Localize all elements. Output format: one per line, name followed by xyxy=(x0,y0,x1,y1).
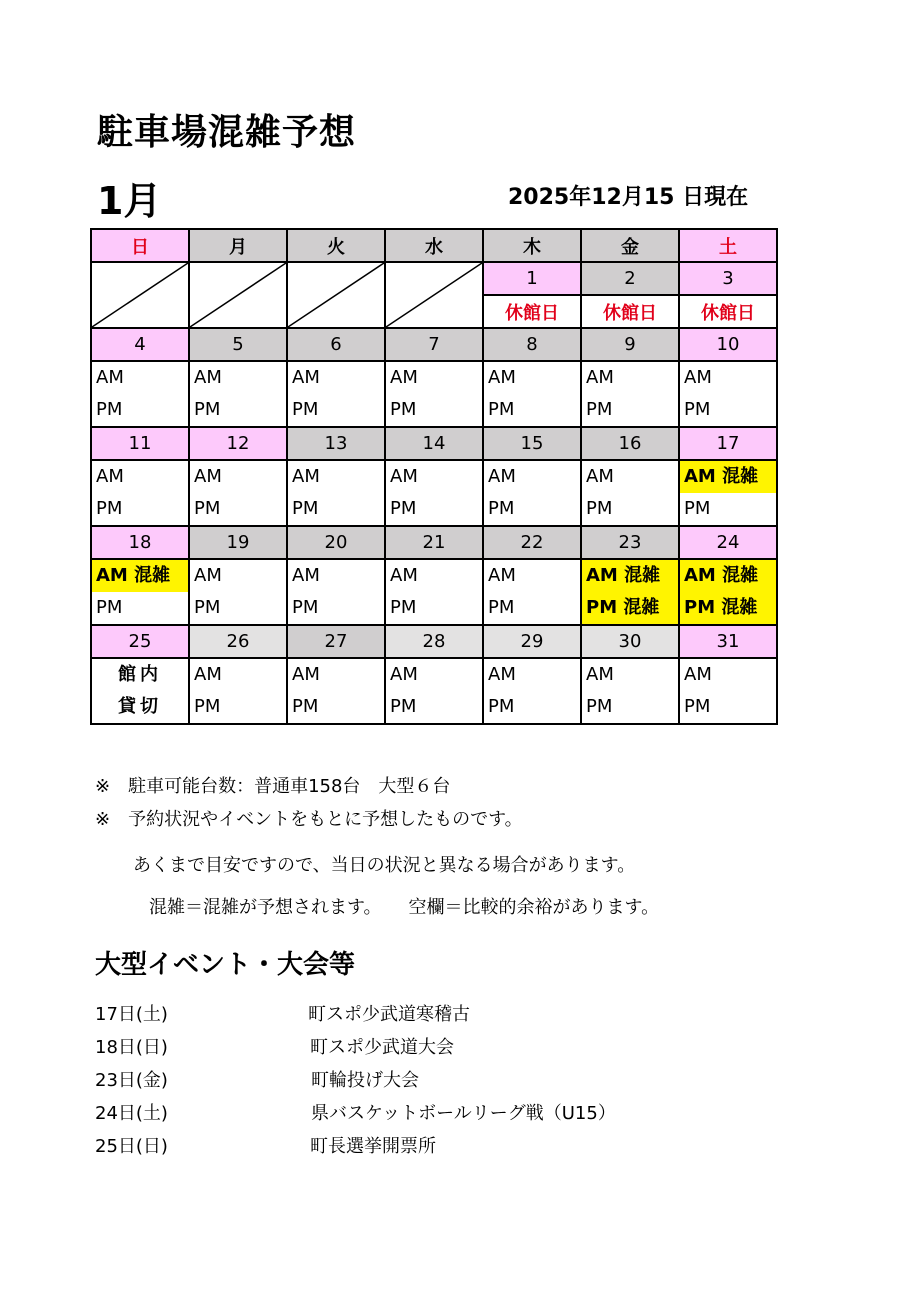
pm-slot: PM xyxy=(390,597,417,618)
day-number: 8 xyxy=(483,328,581,361)
day-number: 7 xyxy=(385,328,483,361)
note-capacity: ※ 駐車可能台数：普通車158台 大型６台 xyxy=(95,776,451,797)
empty-day-cell xyxy=(189,262,287,328)
pm-slot: PM xyxy=(390,399,417,420)
day-slots xyxy=(385,460,483,526)
day-number: 29 xyxy=(483,625,581,658)
weekday-header-row xyxy=(91,229,777,262)
am-busy-slot: AM 混雑 xyxy=(680,461,776,493)
day-slots xyxy=(581,361,679,427)
note-legend: 混雑＝混雑が予想されます。 空欄＝比較的余裕があります。 xyxy=(149,897,660,918)
day-number: 13 xyxy=(287,427,385,460)
pm-slot: PM xyxy=(684,696,711,717)
day-number: 22 xyxy=(483,526,581,559)
day-slots xyxy=(483,658,581,724)
am-slot: AM xyxy=(586,367,614,388)
am-slot: AM xyxy=(390,466,418,487)
pm-slot: PM xyxy=(194,498,221,519)
am-slot: AM xyxy=(390,565,418,586)
empty-day-cell xyxy=(385,262,483,328)
day-slots xyxy=(287,559,385,625)
weekday-sat: 土 xyxy=(679,229,777,262)
day-slots xyxy=(581,559,679,625)
pm-slot: PM xyxy=(488,597,515,618)
weekday-mon: 月 xyxy=(189,229,287,262)
day-slots xyxy=(679,460,777,526)
pm-slot: PM xyxy=(586,498,613,519)
day-slots xyxy=(189,361,287,427)
pm-slot: PM xyxy=(586,696,613,717)
day-slots xyxy=(679,361,777,427)
am-slot: AM xyxy=(292,664,320,685)
am-slot: AM xyxy=(194,664,222,685)
day-number: 30 xyxy=(581,625,679,658)
weekday-tue: 火 xyxy=(287,229,385,262)
event-date: 18日(日) xyxy=(95,1037,168,1058)
day-slots xyxy=(679,559,777,625)
pm-slot: PM xyxy=(390,696,417,717)
day-slots xyxy=(287,460,385,526)
pm-slot: PM xyxy=(292,597,319,618)
day-number: 4 xyxy=(91,328,189,361)
pm-slot: PM xyxy=(586,399,613,420)
day-number: 21 xyxy=(385,526,483,559)
day-number: 2 xyxy=(581,262,679,295)
day-slots xyxy=(581,658,679,724)
day-slots xyxy=(581,460,679,526)
day-slots xyxy=(91,460,189,526)
day-slots xyxy=(385,658,483,724)
event-name: 県バスケットボールリーグ戦（U15） xyxy=(311,1103,616,1124)
events-heading: 大型イベント・大会等 xyxy=(95,950,356,980)
pm-slot: PM xyxy=(488,498,515,519)
closed-label: 休館日 xyxy=(581,295,679,328)
pm-slot: PM xyxy=(292,498,319,519)
day-slots xyxy=(679,658,777,724)
event-date: 25日(日) xyxy=(95,1136,168,1157)
page-title: 駐車場混雑予想 xyxy=(97,112,357,153)
pm-slot: PM xyxy=(194,696,221,717)
closed-label: 休館日 xyxy=(483,295,581,328)
weekday-fri: 金 xyxy=(581,229,679,262)
day-number: 16 xyxy=(581,427,679,460)
day-number: 25 xyxy=(91,625,189,658)
am-busy-slot: AM 混雑 xyxy=(582,560,678,592)
pm-slot: PM xyxy=(194,597,221,618)
event-name: 町長選挙開票所 xyxy=(310,1136,436,1157)
day-number: 26 xyxy=(189,625,287,658)
month-label: 1月 xyxy=(97,179,162,223)
pm-busy-slot: PM 混雑 xyxy=(582,592,678,624)
am-slot: AM xyxy=(488,664,516,685)
am-slot: AM xyxy=(194,565,222,586)
day-slots xyxy=(91,658,189,724)
day-slots xyxy=(91,559,189,625)
day-number: 18 xyxy=(91,526,189,559)
weekday-thu: 木 xyxy=(483,229,581,262)
day-number: 20 xyxy=(287,526,385,559)
am-slot: AM xyxy=(390,664,418,685)
day-slots xyxy=(189,460,287,526)
day-slots xyxy=(483,559,581,625)
note-basis: ※ 予約状況やイベントをもとに予想したものです。 xyxy=(95,809,523,830)
day-number: 14 xyxy=(385,427,483,460)
day-slots xyxy=(483,361,581,427)
day-slots xyxy=(91,361,189,427)
day-number: 28 xyxy=(385,625,483,658)
pm-slot: PM xyxy=(292,399,319,420)
am-slot: AM xyxy=(684,664,712,685)
event-name: 町スポ少武道大会 xyxy=(310,1037,454,1058)
day-number: 6 xyxy=(287,328,385,361)
day-number: 19 xyxy=(189,526,287,559)
pm-slot: PM xyxy=(96,597,123,618)
day-number: 12 xyxy=(189,427,287,460)
empty-day-cell xyxy=(91,262,189,328)
am-slot: AM xyxy=(292,367,320,388)
day-number: 31 xyxy=(679,625,777,658)
event-date: 24日(土) xyxy=(95,1103,168,1124)
closed-label: 休館日 xyxy=(679,295,777,328)
am-busy-slot: AM 混雑 xyxy=(680,560,776,592)
am-slot: AM xyxy=(488,466,516,487)
am-slot: AM xyxy=(292,565,320,586)
day-slots xyxy=(483,460,581,526)
day-number: 23 xyxy=(581,526,679,559)
pm-slot: PM xyxy=(684,399,711,420)
am-slot: AM xyxy=(96,367,124,388)
rental-label-1: 館内 xyxy=(118,664,162,685)
am-slot: AM xyxy=(586,664,614,685)
pm-slot: PM xyxy=(96,399,123,420)
am-slot: AM xyxy=(488,565,516,586)
calendar-table xyxy=(90,228,778,725)
pm-slot: PM xyxy=(96,498,123,519)
day-slots xyxy=(385,361,483,427)
pm-slot: PM xyxy=(390,498,417,519)
am-slot: AM xyxy=(586,466,614,487)
pm-slot: PM xyxy=(194,399,221,420)
note-guideline: あくまで目安ですので、当日の状況と異なる場合があります。 xyxy=(133,855,636,876)
day-slots xyxy=(189,559,287,625)
am-slot: AM xyxy=(684,367,712,388)
empty-day-cell xyxy=(287,262,385,328)
day-number: 11 xyxy=(91,427,189,460)
day-slots xyxy=(287,658,385,724)
event-name: 町輪投げ大会 xyxy=(311,1070,419,1091)
day-number: 9 xyxy=(581,328,679,361)
weekday-wed: 水 xyxy=(385,229,483,262)
day-slots xyxy=(287,361,385,427)
as-of-date: 2025年12月15 日現在 xyxy=(508,185,749,210)
am-slot: AM xyxy=(194,367,222,388)
day-slots xyxy=(189,658,287,724)
pm-slot: PM xyxy=(684,498,711,519)
am-slot: AM xyxy=(488,367,516,388)
day-number: 1 xyxy=(483,262,581,295)
pm-slot: PM xyxy=(292,696,319,717)
am-slot: AM xyxy=(390,367,418,388)
day-number: 17 xyxy=(679,427,777,460)
rental-label-2: 貸切 xyxy=(118,696,162,717)
pm-slot: PM xyxy=(488,696,515,717)
day-number: 3 xyxy=(679,262,777,295)
weekday-sun: 日 xyxy=(91,229,189,262)
day-number: 15 xyxy=(483,427,581,460)
day-number: 24 xyxy=(679,526,777,559)
am-slot: AM xyxy=(292,466,320,487)
pm-slot: PM xyxy=(488,399,515,420)
day-number: 10 xyxy=(679,328,777,361)
event-date: 23日(金) xyxy=(95,1070,168,1091)
event-name: 町スポ少武道寒稽古 xyxy=(308,1004,470,1025)
am-slot: AM xyxy=(96,466,124,487)
day-number: 27 xyxy=(287,625,385,658)
event-date: 17日(土) xyxy=(95,1004,168,1025)
pm-busy-slot: PM 混雑 xyxy=(680,592,776,624)
day-number: 5 xyxy=(189,328,287,361)
am-slot: AM xyxy=(194,466,222,487)
day-slots xyxy=(385,559,483,625)
am-busy-slot: AM 混雑 xyxy=(92,560,188,592)
